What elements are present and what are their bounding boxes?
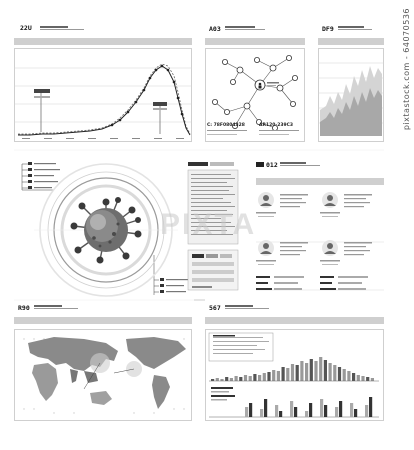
- network-label-left: C: 78F0804328: [207, 123, 245, 128]
- panel-code: DF9: [322, 25, 334, 33]
- network-label-right: AR120-239C3: [259, 123, 294, 128]
- panel-code: 567: [209, 304, 221, 312]
- panel-code: 22U: [20, 24, 32, 32]
- panel-code: 012: [266, 161, 278, 169]
- panel-code: A03: [209, 25, 221, 33]
- panel-code: R90: [18, 304, 30, 312]
- watermark: PIXTA: [160, 208, 257, 241]
- side-credit: pixtastock.com - 64070536: [402, 8, 411, 131]
